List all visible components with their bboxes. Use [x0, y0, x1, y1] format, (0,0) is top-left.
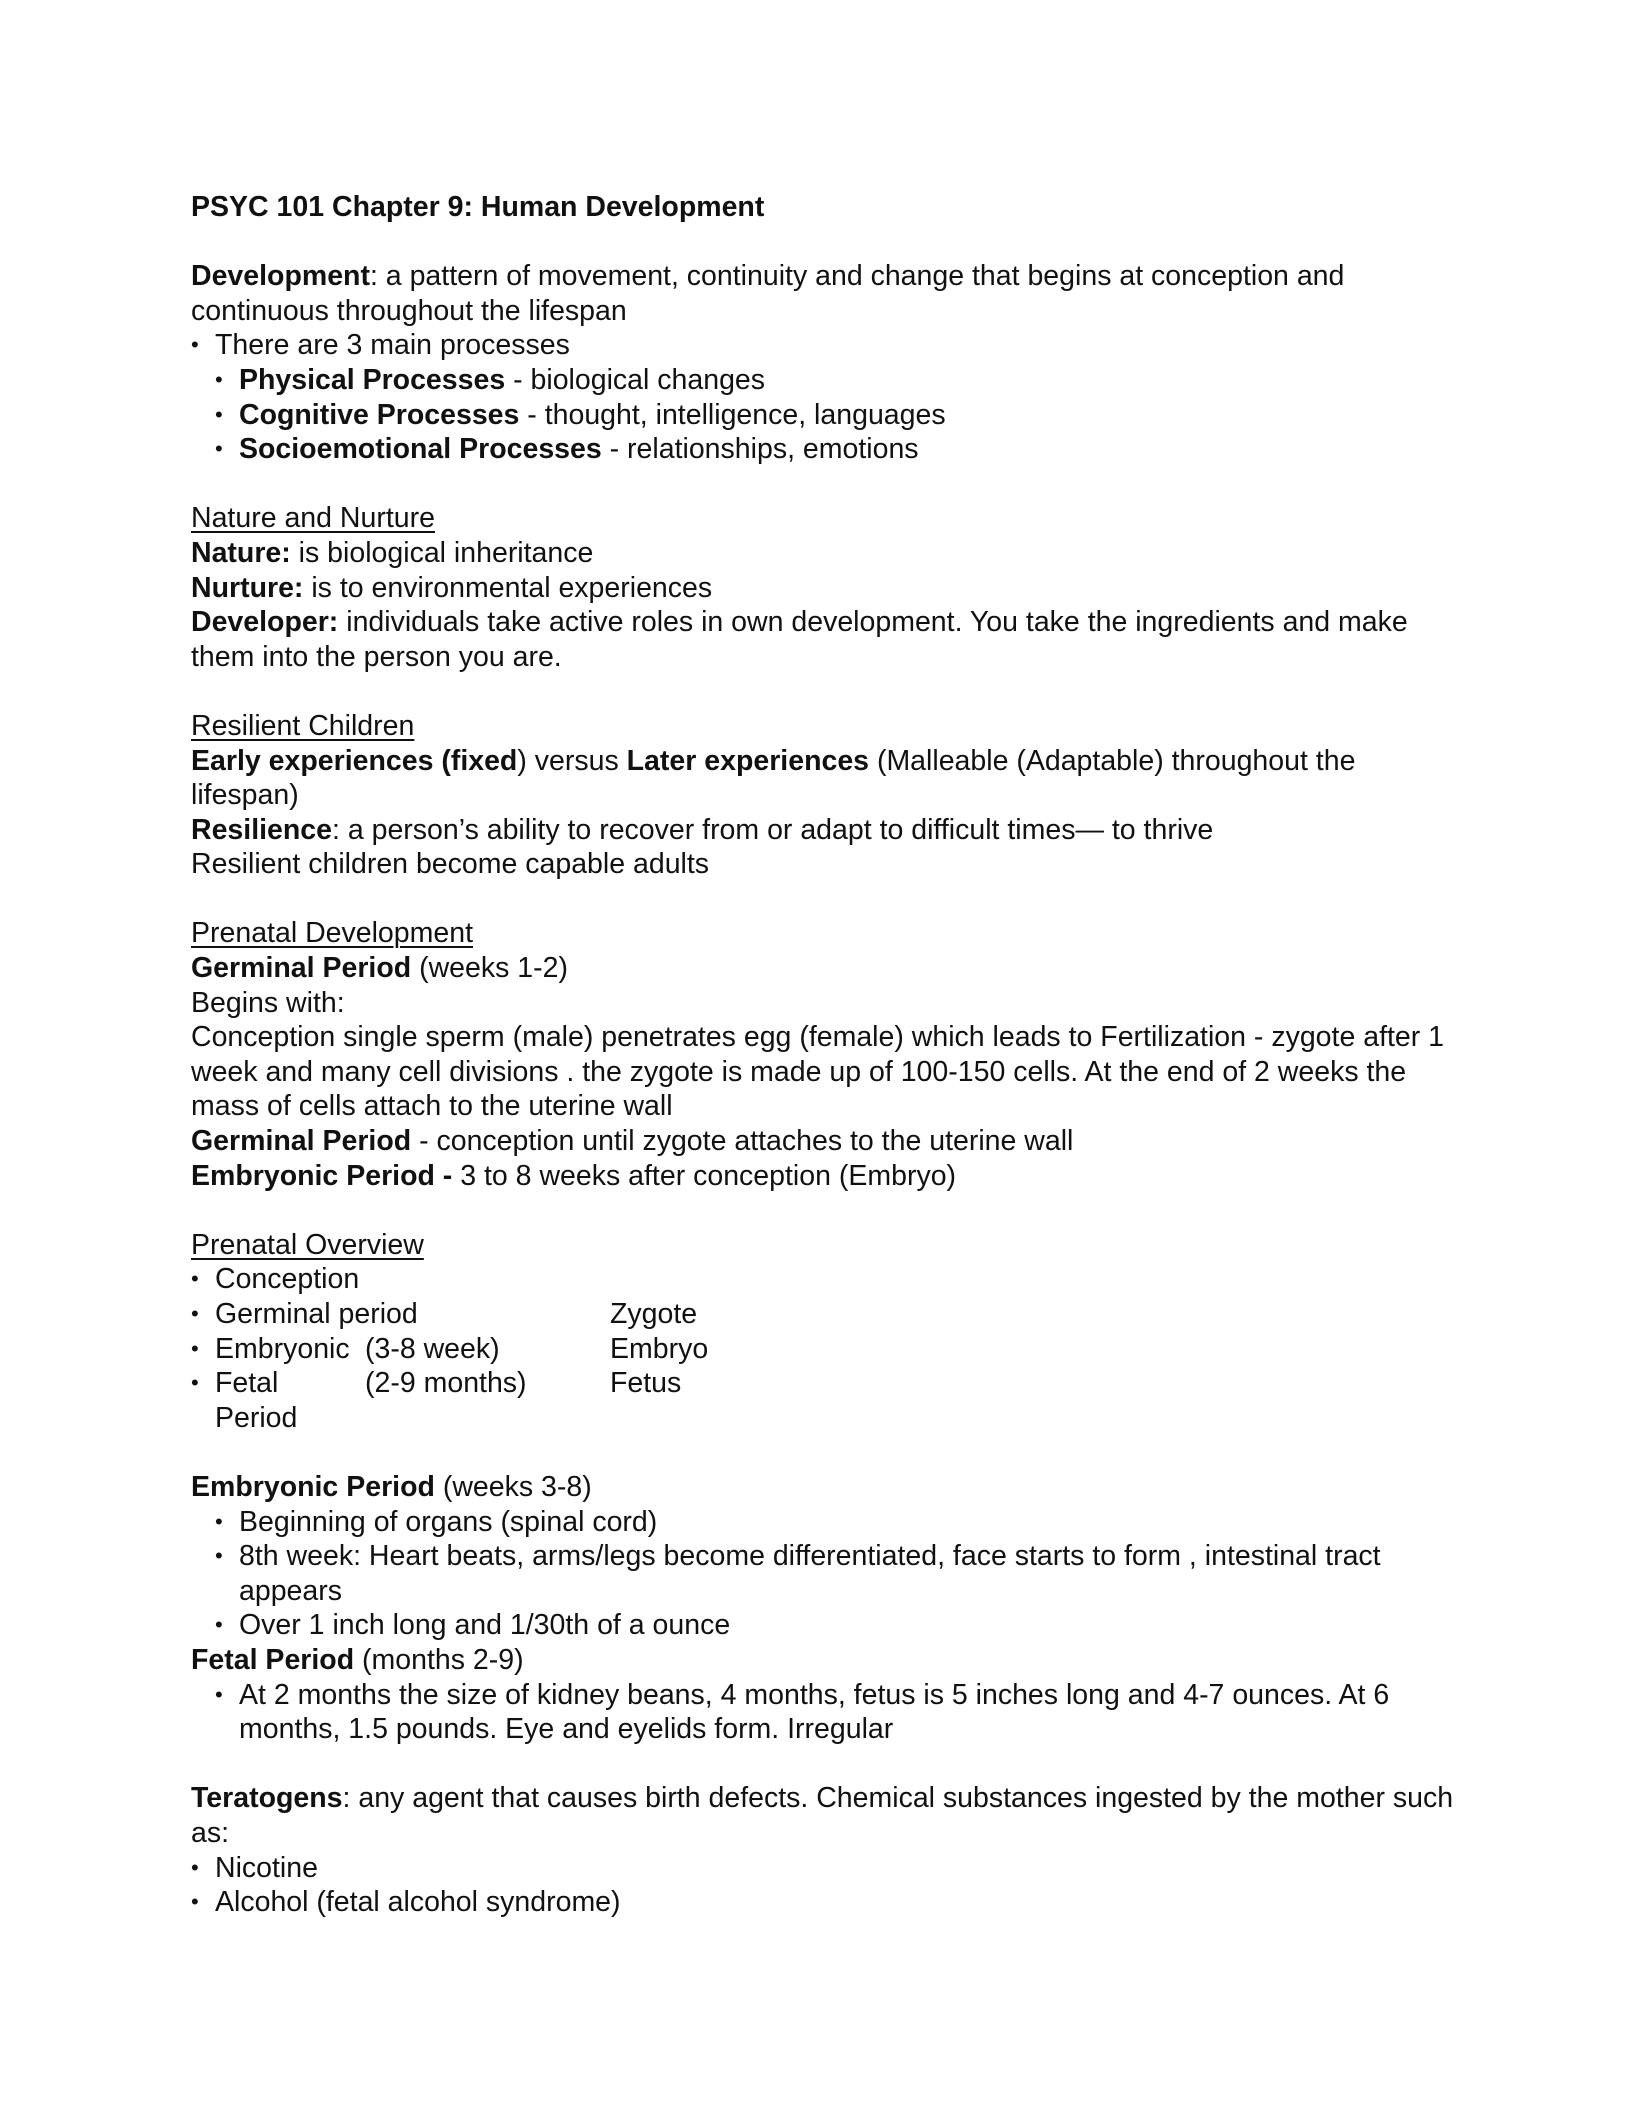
- nature-line: [191, 536, 1461, 571]
- embryonic-list: [191, 1505, 1461, 1643]
- page-title: PSYC 101 Chapter 9: Human Development: [191, 191, 765, 223]
- processes-list: [191, 363, 1461, 467]
- list-item: • Over 1 inch long and 1/30th of a ounce: [215, 1608, 1461, 1643]
- process-desc: - thought, intelligence, languages: [519, 398, 946, 431]
- spacer: [191, 225, 1461, 260]
- section-heading-nature-nurture: Nature and Nurture: [191, 502, 435, 535]
- begins-line: Begins with:: [191, 986, 345, 1019]
- overview-form: Fetus: [610, 1367, 682, 1400]
- term: Embryonic Period: [191, 1470, 435, 1503]
- list-item: • At 2 months the size of kidney beans, 4 months, fetus is 5 inches long and 4-7 ounces. At 6 months, 1.5 pounds. Eye and eyelids form. Irregular: [215, 1678, 1461, 1747]
- term: Nature:: [191, 536, 291, 569]
- term-text: 3 to 8 weeks after conception (Embryo): [452, 1159, 957, 1192]
- document-content: [191, 190, 1461, 1920]
- term-text: (months 2-9): [354, 1643, 524, 1676]
- term: Teratogens: [191, 1782, 343, 1815]
- spacer: [191, 1435, 1461, 1470]
- overview-stage: • Germinal period: [215, 1298, 418, 1330]
- term-text: : a person’s ability to recover from or adapt to difficult times— to thrive: [332, 813, 1214, 846]
- term: Resilience: [191, 813, 332, 846]
- list-item: • Nicotine: [191, 1851, 1461, 1886]
- term-text: individuals take active roles in own development. You take the ingredients and make them into the person you are.: [191, 606, 1408, 673]
- overview-row: [191, 1366, 1461, 1435]
- germinal-definition: [191, 1124, 1461, 1159]
- overview-row: [191, 1332, 1461, 1367]
- spacer: [191, 674, 1461, 709]
- section-heading-prenatal: Prenatal Development: [191, 917, 473, 950]
- development-text: : a pattern of movement, continuity and change that begins at conception and continuous throughout the lifespan: [191, 260, 1345, 327]
- development-list: [191, 328, 1461, 363]
- term: Germinal Period: [191, 952, 412, 985]
- resilience-line: [191, 813, 1461, 848]
- term-text: (Malleable (Adaptable) throughout the lifespan): [191, 744, 1356, 812]
- list-item-text: There are 3 main processes: [215, 329, 570, 362]
- resilient-closing: Resilient children become capable adults: [191, 848, 710, 881]
- process-item-physical: [215, 363, 1461, 398]
- list-item: • Alcohol (fetal alcohol syndrome): [191, 1885, 1461, 1920]
- term-text: - conception until zygote attaches to the uterine wall: [411, 1125, 1074, 1158]
- process-desc: - relationships, emotions: [601, 433, 919, 466]
- term-text: (weeks 3-8): [434, 1470, 592, 1503]
- process-item-socioemotional: [215, 432, 1461, 467]
- term-text: is biological inheritance: [290, 536, 594, 569]
- conception-paragraph: Conception single sperm (male) penetrates egg (female) which leads to Fertilization - zygote after 1 week and many cell divisions . the zygote is made up of 100-150 cells. At the end of 2 weeks the mass of cells attach to the uterine wall: [191, 1021, 1445, 1123]
- process-term: Socioemotional Processes: [239, 433, 602, 466]
- spacer: [191, 882, 1461, 917]
- list-item: [191, 328, 1461, 363]
- overview-time: (3-8 week): [365, 1332, 500, 1365]
- term: Embryonic Period -: [191, 1159, 453, 1192]
- overview-stage: • Embryonic: [215, 1332, 350, 1365]
- overview-stage: • Conception: [215, 1263, 360, 1296]
- process-term: Cognitive Processes: [239, 398, 520, 431]
- fetal-list: [191, 1678, 1461, 1747]
- term-text: : any agent that causes birth defects. Chemical substances ingested by the mother such as:: [191, 1782, 1454, 1849]
- overview-row: [191, 1262, 1461, 1297]
- developer-line: [191, 605, 1461, 674]
- term-text: (weeks 1-2): [411, 952, 568, 985]
- experiences-line: [191, 744, 1461, 813]
- overview-list: [191, 1262, 1461, 1435]
- fetal-heading: [191, 1643, 1461, 1678]
- term: Later experiences: [626, 744, 870, 777]
- teratogens-definition: [191, 1781, 1461, 1850]
- germinal-line: [191, 951, 1461, 986]
- nurture-line: [191, 571, 1461, 606]
- term: Early experiences (fixed: [191, 744, 518, 777]
- term: Fetal Period: [191, 1643, 355, 1676]
- overview-time: (2-9 months): [365, 1367, 527, 1400]
- term-text: is to environmental experiences: [303, 571, 713, 604]
- list-item: • 8th week: Heart beats, arms/legs become differentiated, face starts to form , intestinal tract appears: [215, 1539, 1461, 1608]
- overview-form: Zygote: [610, 1298, 698, 1330]
- term: Developer:: [191, 606, 339, 639]
- overview-row: [191, 1297, 1461, 1332]
- spacer: [191, 1747, 1461, 1782]
- section-heading-overview: Prenatal Overview: [191, 1228, 424, 1261]
- process-term: Physical Processes: [239, 363, 506, 396]
- process-item-cognitive: [215, 398, 1461, 433]
- term: Nurture:: [191, 571, 304, 604]
- list-item: • Beginning of organs (spinal cord): [215, 1505, 1461, 1540]
- term-text: ) versus: [517, 744, 627, 777]
- term: Germinal Period: [191, 1125, 412, 1158]
- process-desc: - biological changes: [505, 363, 766, 396]
- section-heading-resilient: Resilient Children: [191, 709, 415, 742]
- embryonic-heading: [191, 1470, 1461, 1505]
- overview-stage: • Fetal Period: [215, 1367, 298, 1434]
- embryonic-definition: [191, 1159, 1461, 1194]
- spacer: [191, 467, 1461, 502]
- development-definition: [191, 259, 1461, 328]
- spacer: [191, 1193, 1461, 1228]
- overview-form: Embryo: [610, 1332, 709, 1365]
- development-term: Development: [191, 260, 370, 293]
- teratogens-list: [191, 1851, 1461, 1920]
